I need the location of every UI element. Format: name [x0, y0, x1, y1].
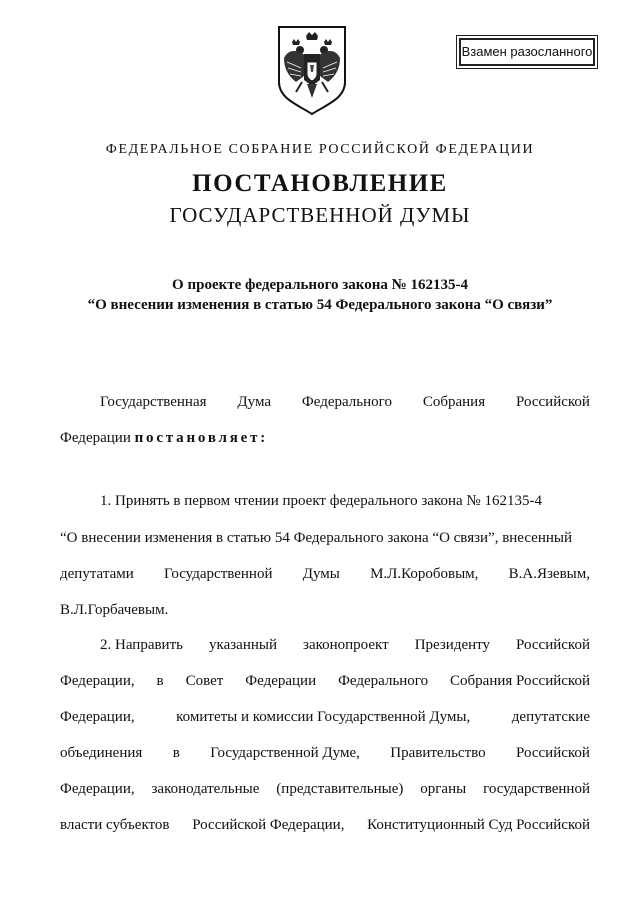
- item2-word: объединения: [60, 745, 143, 761]
- preamble-word: Федерации: [60, 430, 131, 446]
- item2-word: Федерации: [245, 673, 317, 689]
- coat-of-arms-emblem: [276, 24, 348, 116]
- item2-word: Федерации,: [60, 709, 135, 725]
- item1-line-3: [60, 564, 590, 584]
- document-subtitle: ГОСУДАРСТВЕННОЙ ДУМЫ: [169, 203, 471, 227]
- item1-word: Думы: [302, 566, 340, 582]
- item2-word: органы: [420, 781, 467, 797]
- item2-word: комитеты и комиссии Государственной Думы,: [176, 709, 471, 725]
- assembly-name: ФЕДЕРАЛЬНОЕ СОБРАНИЕ РОССИЙСКОЙ ФЕДЕРАЦИИ: [105, 142, 535, 157]
- item2-word: в: [156, 673, 164, 689]
- item2-word: указанный: [209, 637, 277, 653]
- item2-word: власти субъектов: [60, 817, 170, 833]
- item2-line-3: [60, 707, 590, 727]
- item2-word: депутатские: [511, 709, 590, 725]
- item2-line-2: [60, 671, 590, 691]
- item2-word: 2. Направить: [100, 637, 183, 653]
- item1-line-2: “О внесении изменения в статью 54 Федерального закона “О связи”, внесенный: [60, 530, 572, 546]
- item1-line-4: В.Л.Горбачевым.: [60, 602, 169, 618]
- item1-line-1: 1. Принять в первом чтении проект федерального закона № 162135-4: [100, 493, 542, 509]
- item2-word: законодательные: [151, 781, 260, 797]
- item2-line-4: [60, 743, 590, 763]
- preamble-word: Федерального: [301, 394, 392, 410]
- preamble-word: Собрания: [422, 394, 486, 410]
- item2-word: Правительство: [390, 745, 486, 761]
- preamble-word: Государственная: [100, 394, 207, 410]
- subject-line-2: “О внесении изменения в статью 54 Федерального закона “О связи”: [87, 297, 553, 313]
- item1-word: Государственной: [164, 566, 273, 582]
- item1-word: М.Л.Коробовым,: [370, 566, 479, 582]
- document-title: ПОСТАНОВЛЕНИЕ: [192, 170, 448, 197]
- item2-word: Российской: [516, 745, 590, 761]
- preamble-word: Российской: [516, 394, 590, 410]
- subject-line-1: О проекте федерального закона № 162135-4: [172, 277, 468, 293]
- replacement-stamp: Взамен разосланного: [459, 38, 595, 66]
- item2-word: Совет: [185, 673, 224, 689]
- preamble-line-1: [100, 392, 590, 412]
- item2-line-6: [60, 815, 590, 835]
- item2-word: Федерации,: [60, 781, 135, 797]
- item2-word: государственной: [483, 781, 590, 797]
- item2-word: (представительные): [276, 781, 404, 797]
- item2-word: законопроект: [303, 637, 389, 653]
- item2-word: Российской Федерации,: [192, 817, 345, 833]
- item2-word: Федерации,: [60, 673, 135, 689]
- decree-word: постановляет:: [134, 430, 269, 446]
- item2-word: в: [172, 745, 180, 761]
- preamble-line-2: [60, 428, 268, 448]
- item2-word: Федерального: [338, 673, 429, 689]
- preamble-word: Дума: [237, 394, 272, 410]
- item2-line-1: [100, 635, 590, 655]
- item1-word: депутатами: [60, 566, 134, 582]
- item2-word: Собрания Российской: [450, 673, 590, 689]
- item2-word: Государственной Думе,: [210, 745, 360, 761]
- item2-word: Конституционный Суд Российской: [367, 817, 590, 833]
- item2-word: Президенту: [414, 637, 491, 653]
- item2-line-5: [60, 779, 590, 799]
- item1-word: В.А.Язевым,: [508, 566, 590, 582]
- item2-word: Российской: [516, 637, 590, 653]
